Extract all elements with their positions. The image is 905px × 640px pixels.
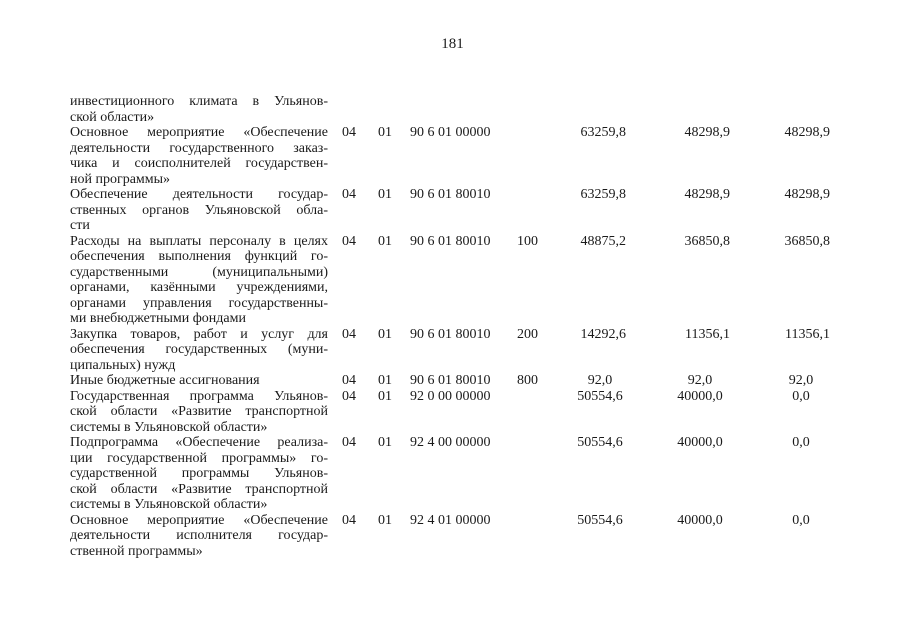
amount-year2-cell: 36850,8 xyxy=(684,233,730,249)
section-code-cell: 04 xyxy=(342,435,356,450)
description-line: Основное мероприятие «Обеспечение xyxy=(70,125,328,140)
target-article-cell: 92 0 00 00000 xyxy=(410,388,491,404)
row-description xyxy=(70,234,328,327)
description-line: ской области» xyxy=(70,109,155,125)
row-description xyxy=(70,373,328,389)
subsection-code-cell: 01 xyxy=(378,187,392,202)
amount-year1-cell: 50554,6 xyxy=(577,388,623,404)
amount-year1-cell: 50554,6 xyxy=(577,512,623,528)
amount-year3-cell: 92,0 xyxy=(788,373,814,388)
description-line: сударственными (муниципальными) xyxy=(70,264,328,280)
table-row xyxy=(0,389,905,436)
amount-year3-cell: 0,0 xyxy=(792,512,810,528)
expense-type-cell: 200 xyxy=(517,326,538,342)
target-article-cell: 92 4 01 00000 xyxy=(410,512,491,528)
description-line: органами, казёнными учреждениями, xyxy=(70,280,328,295)
table-row xyxy=(0,435,905,513)
description-line: Обеспечение деятельности государ- xyxy=(70,187,328,202)
description-line: деятельности государственного заказ- xyxy=(70,140,328,156)
amount-year3-cell: 48298,9 xyxy=(784,125,830,140)
description-line: чика и соисполнителей государствен- xyxy=(70,156,328,171)
amount-year3-cell: 48298,9 xyxy=(784,187,830,202)
description-line: обеспечения выполнения функций го- xyxy=(70,249,328,264)
row-description xyxy=(70,94,328,125)
section-code-cell: 04 xyxy=(342,512,356,528)
amount-year3-cell: 0,0 xyxy=(792,435,810,450)
table-row xyxy=(0,234,905,327)
description-line: системы в Ульяновской области» xyxy=(70,497,268,512)
amount-year2-cell: 48298,9 xyxy=(684,125,730,140)
amount-year2-cell: 11356,1 xyxy=(685,326,730,342)
description-line: ской области «Развитие транспортной xyxy=(70,481,328,497)
target-article-cell: 90 6 01 80010 xyxy=(410,233,491,249)
description-line: деятельности исполнителя государ- xyxy=(70,528,328,543)
description-line: Расходы на выплаты персоналу в целях xyxy=(70,233,328,249)
section-code-cell: 04 xyxy=(342,125,356,140)
table-row xyxy=(0,513,905,560)
target-article-cell: 90 6 01 80010 xyxy=(410,373,491,388)
description-line: ципальных) нужд xyxy=(70,357,176,373)
amount-year1-cell: 63259,8 xyxy=(580,125,626,140)
description-line: сти xyxy=(70,218,90,233)
amount-year1-cell: 48875,2 xyxy=(580,233,626,249)
expense-type-cell: 100 xyxy=(517,233,538,249)
subsection-code-cell: 01 xyxy=(378,125,392,140)
subsection-code-cell: 01 xyxy=(378,233,392,249)
expense-type-cell: 800 xyxy=(517,373,538,388)
description-line: органами управления государственны- xyxy=(70,295,328,311)
description-line: инвестиционного климата в Ульянов- xyxy=(70,94,328,109)
budget-table xyxy=(0,94,905,559)
row-description xyxy=(70,327,328,374)
amount-year3-cell: 0,0 xyxy=(792,388,810,404)
subsection-code-cell: 01 xyxy=(378,512,392,528)
amount-year3-cell: 11356,1 xyxy=(785,326,830,342)
section-code-cell: 04 xyxy=(342,373,356,388)
subsection-code-cell: 01 xyxy=(378,388,392,404)
description-line: Иные бюджетные ассигнования xyxy=(70,373,260,388)
amount-year1-cell: 63259,8 xyxy=(580,187,626,202)
amount-year2-cell: 92,0 xyxy=(687,373,713,388)
description-line: Закупка товаров, работ и услуг для xyxy=(70,326,328,342)
page-number: 181 xyxy=(441,36,464,52)
description-line: ской области «Развитие транспортной xyxy=(70,404,328,419)
description-line: ственных органов Ульяновской обла- xyxy=(70,202,328,218)
subsection-code-cell: 01 xyxy=(378,326,392,342)
amount-year2-cell: 40000,0 xyxy=(677,435,723,450)
description-line: ми внебюджетными фондами xyxy=(70,311,246,326)
amount-year1-cell: 14292,6 xyxy=(580,326,626,342)
section-code-cell: 04 xyxy=(342,233,356,249)
description-line: ной программы» xyxy=(70,171,171,187)
amount-year3-cell: 36850,8 xyxy=(784,233,830,249)
row-description xyxy=(70,389,328,436)
description-line: ции государственной программы» го- xyxy=(70,450,328,466)
section-code-cell: 04 xyxy=(342,388,356,404)
table-row xyxy=(0,187,905,234)
amount-year1-cell: 92,0 xyxy=(587,373,613,388)
subsection-code-cell: 01 xyxy=(378,373,392,388)
description-line: ственной программы» xyxy=(70,543,203,559)
description-line: сударственной программы Ульянов- xyxy=(70,466,328,481)
target-article-cell: 90 6 01 00000 xyxy=(410,125,491,140)
description-line: системы в Ульяновской области» xyxy=(70,419,268,435)
amount-year2-cell: 48298,9 xyxy=(684,187,730,202)
row-description xyxy=(70,125,328,187)
description-line: Государственная программа Ульянов- xyxy=(70,388,328,404)
section-code-cell: 04 xyxy=(342,326,356,342)
table-row xyxy=(0,327,905,374)
target-article-cell: 92 4 00 00000 xyxy=(410,435,491,450)
amount-year1-cell: 50554,6 xyxy=(577,435,623,450)
description-line: обеспечения государственных (муни- xyxy=(70,342,328,357)
amount-year2-cell: 40000,0 xyxy=(677,388,723,404)
section-code-cell: 04 xyxy=(342,187,356,202)
target-article-cell: 90 6 01 80010 xyxy=(410,187,491,202)
row-description xyxy=(70,187,328,234)
row-description xyxy=(70,513,328,560)
description-line: Основное мероприятие «Обеспечение xyxy=(70,512,328,528)
subsection-code-cell: 01 xyxy=(378,435,392,450)
target-article-cell: 90 6 01 80010 xyxy=(410,326,491,342)
table-row xyxy=(0,125,905,187)
table-row xyxy=(0,373,905,389)
table-row xyxy=(0,94,905,125)
amount-year2-cell: 40000,0 xyxy=(677,512,723,528)
description-line: Подпрограмма «Обеспечение реализа- xyxy=(70,435,328,450)
row-description xyxy=(70,435,328,513)
